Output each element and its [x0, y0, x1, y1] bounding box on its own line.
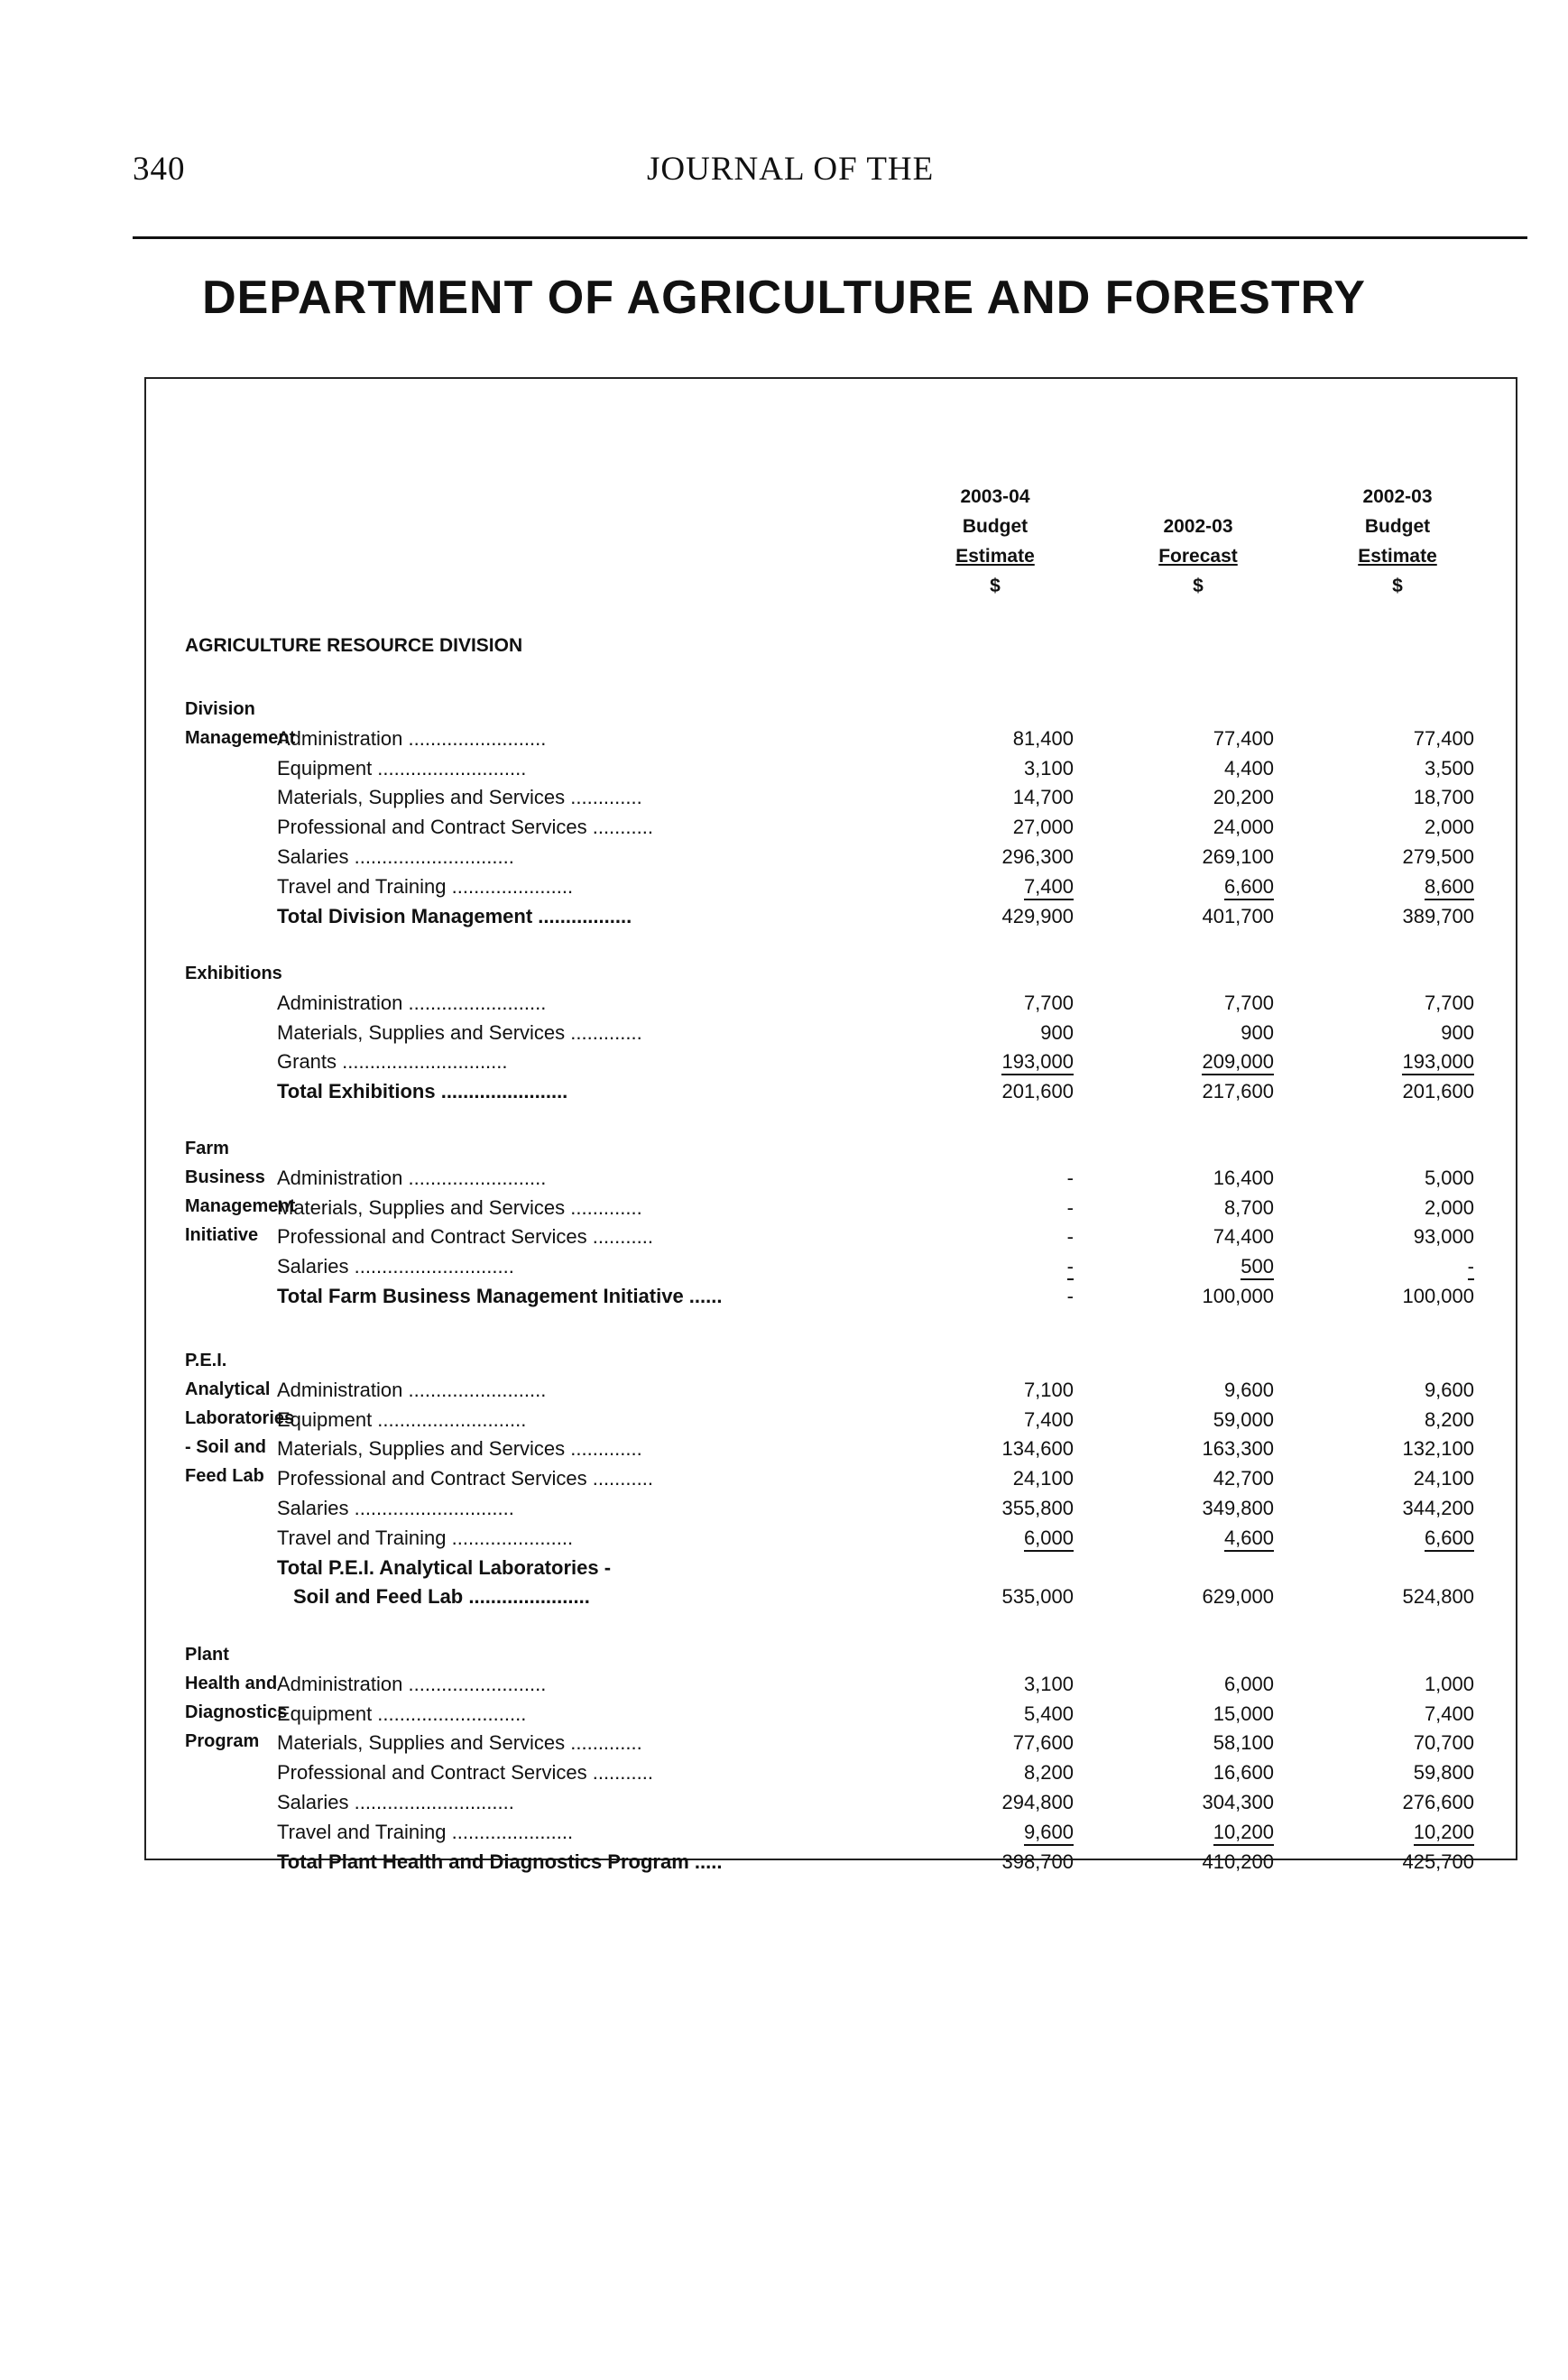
table-row	[0, 1818, 1568, 1847]
amount-cell	[1139, 902, 1274, 931]
total-label: Total Exhibitions .......................	[277, 1080, 568, 1103]
amount-value: 389,700	[1402, 904, 1474, 927]
total-row-continued	[0, 1582, 1568, 1611]
amount-value: 163,300	[1202, 1437, 1274, 1461]
amount-value: 6,000	[1223, 1672, 1274, 1695]
row-label: Materials, Supplies and Services .............	[277, 1437, 642, 1461]
section-title: Plant Health and Diagnostics Program	[185, 1645, 288, 1751]
table-row	[0, 1729, 1568, 1757]
amount-value: 3,100	[1023, 756, 1074, 779]
amount-cell	[938, 783, 1074, 812]
row-label: Materials, Supplies and Services .............	[277, 1195, 642, 1219]
column-header-unit: $	[1392, 576, 1403, 596]
amount-cell	[1139, 843, 1274, 872]
table-row	[0, 724, 1568, 753]
amount-cell	[1339, 902, 1474, 931]
amount-cell	[1139, 1077, 1274, 1106]
amount-value: 93,000	[1413, 1225, 1474, 1249]
header-rule	[133, 236, 1527, 239]
table-row	[0, 989, 1568, 1018]
amount-value: 294,800	[1001, 1791, 1074, 1813]
amount-cell	[1139, 1406, 1274, 1434]
amount-value: 355,800	[1001, 1497, 1074, 1519]
amount-value: -	[1067, 1255, 1074, 1280]
amount-value: 134,600	[1001, 1437, 1074, 1461]
amount-cell	[938, 1524, 1074, 1553]
column-header-line: Budget	[962, 516, 1028, 537]
amount-cell	[938, 989, 1074, 1018]
row-label: Salaries .............................	[277, 1497, 514, 1519]
amount-value: 7,400	[1424, 1702, 1474, 1725]
total-label: Total P.E.I. Analytical Laboratories -	[277, 1555, 612, 1579]
table-row	[0, 783, 1568, 812]
column-header-line: Estimate	[955, 546, 1035, 567]
amount-value: 4,600	[1224, 1527, 1274, 1552]
amount-cell	[1339, 1376, 1474, 1405]
table-row	[0, 1376, 1568, 1405]
amount-cell	[1339, 1194, 1474, 1222]
amount-value: 100,000	[1402, 1285, 1474, 1307]
amount-value: 14,700	[1012, 786, 1074, 809]
amount-value: 8,200	[1023, 1761, 1074, 1785]
total-label: Total Division Management .................	[277, 904, 632, 927]
amount-cell	[1139, 1164, 1274, 1193]
amount-value: 209,000	[1202, 1050, 1274, 1075]
amount-cell	[938, 1406, 1074, 1434]
amount-cell	[1139, 872, 1274, 901]
row-label: Materials, Supplies and Services .............	[277, 786, 642, 809]
amount-value: 276,600	[1402, 1791, 1474, 1813]
amount-cell	[1139, 1582, 1274, 1611]
amount-cell	[1139, 724, 1274, 753]
amount-value: 24,100	[1413, 1467, 1474, 1490]
amount-cell	[1339, 1582, 1474, 1611]
amount-value: 7,700	[1223, 991, 1274, 1014]
amount-cell	[938, 1047, 1074, 1076]
table-row	[0, 754, 1568, 783]
row-label: Equipment ...........................	[277, 1702, 527, 1725]
column-header-2002-03-budget-estimate	[1312, 482, 1483, 601]
amount-value: 7,100	[1023, 1378, 1074, 1401]
column-header-line: Forecast	[1158, 546, 1238, 567]
amount-cell	[1139, 1670, 1274, 1699]
amount-cell	[938, 1729, 1074, 1757]
document-title: DEPARTMENT OF AGRICULTURE AND FORESTRY	[202, 272, 1366, 324]
amount-cell	[938, 1194, 1074, 1222]
amount-cell	[1139, 1758, 1274, 1787]
table-row	[0, 1670, 1568, 1699]
amount-cell	[1139, 1788, 1274, 1817]
row-label: Professional and Contract Services ...........	[277, 1761, 653, 1785]
amount-value: 201,600	[1402, 1080, 1474, 1103]
amount-cell	[1139, 783, 1274, 812]
amount-value: 10,200	[1414, 1821, 1474, 1846]
amount-value: 304,300	[1202, 1791, 1274, 1813]
amount-value: 16,600	[1213, 1761, 1274, 1785]
amount-cell	[938, 902, 1074, 931]
amount-cell	[1139, 1376, 1274, 1405]
row-label: Professional and Contract Services ...........	[277, 816, 653, 839]
amount-cell	[938, 872, 1074, 901]
total-row	[0, 902, 1568, 931]
amount-value: 24,100	[1012, 1467, 1074, 1490]
amount-cell	[938, 724, 1074, 753]
amount-cell	[938, 1700, 1074, 1729]
amount-cell	[938, 754, 1074, 783]
row-label: Salaries .............................	[277, 1255, 514, 1278]
table-row	[0, 1464, 1568, 1493]
amount-value: 7,400	[1024, 875, 1074, 900]
amount-cell	[938, 1376, 1074, 1405]
amount-value: 401,700	[1202, 904, 1274, 927]
table-row	[0, 1406, 1568, 1434]
amount-value: 9,600	[1223, 1378, 1274, 1401]
amount-value: 16,400	[1213, 1166, 1274, 1189]
amount-value: 2,000	[1424, 816, 1474, 839]
amount-cell	[1339, 1434, 1474, 1463]
amount-value: -	[1066, 1166, 1074, 1189]
amount-cell	[1339, 783, 1474, 812]
amount-value: 59,800	[1413, 1761, 1474, 1785]
amount-cell	[1339, 1524, 1474, 1553]
amount-value: 6,600	[1224, 875, 1274, 900]
amount-cell	[938, 1464, 1074, 1493]
amount-value: 900	[1040, 1020, 1074, 1044]
amount-cell	[1139, 1252, 1274, 1281]
row-label: Administration .........................	[277, 1378, 547, 1401]
amount-value: 8,600	[1425, 875, 1474, 900]
column-header-line	[1112, 482, 1284, 512]
amount-cell	[1139, 1848, 1274, 1877]
amount-value: 296,300	[1001, 845, 1074, 868]
table-row	[0, 1164, 1568, 1193]
column-header-2003-04-budget-estimate	[909, 482, 1081, 601]
row-label: Materials, Supplies and Services .............	[277, 1731, 642, 1755]
amount-value: 5,000	[1424, 1166, 1474, 1189]
row-label: Salaries .............................	[277, 1791, 514, 1813]
amount-cell	[1339, 1077, 1474, 1106]
amount-cell	[1139, 1700, 1274, 1729]
amount-value: 7,400	[1023, 1407, 1074, 1431]
amount-cell	[1339, 1222, 1474, 1251]
row-label: Administration .........................	[277, 1672, 547, 1695]
row-label: Equipment ...........................	[277, 756, 527, 779]
amount-value: 77,600	[1012, 1731, 1074, 1755]
table-row	[0, 1758, 1568, 1787]
section-title: Exhibitions	[185, 964, 282, 983]
total-row	[0, 1077, 1568, 1106]
amount-cell	[1339, 1494, 1474, 1523]
amount-cell	[938, 1670, 1074, 1699]
amount-value: 193,000	[1402, 1050, 1474, 1075]
amount-cell	[1139, 1464, 1274, 1493]
table-row	[0, 1047, 1568, 1076]
amount-value: 7,700	[1023, 991, 1074, 1014]
column-header-line: 2002-03	[1362, 486, 1433, 507]
column-header-line: Budget	[1364, 516, 1431, 537]
total-label: Total Plant Health and Diagnostics Program .....	[277, 1850, 723, 1873]
amount-value: 77,400	[1413, 726, 1474, 750]
amount-value: -	[1066, 1225, 1074, 1249]
column-header-line: Estimate	[1358, 546, 1437, 567]
row-label: Administration .........................	[277, 726, 547, 750]
amount-cell	[938, 1788, 1074, 1817]
amount-cell	[1339, 1047, 1474, 1076]
amount-cell	[1139, 1047, 1274, 1076]
amount-cell	[1339, 1164, 1474, 1193]
amount-value: 18,700	[1413, 786, 1474, 809]
row-label: Grants ..............................	[277, 1050, 508, 1074]
amount-cell	[1139, 1494, 1274, 1523]
table-row	[0, 1222, 1568, 1251]
column-header-unit: $	[1193, 576, 1204, 596]
amount-value: 8,700	[1223, 1195, 1274, 1219]
amount-value: 9,600	[1024, 1821, 1074, 1846]
row-label: Travel and Training ......................	[277, 1820, 574, 1843]
division-title: AGRICULTURE RESOURCE DIVISION	[185, 635, 523, 656]
total-row	[0, 1282, 1568, 1311]
amount-value: 20,200	[1213, 786, 1274, 809]
amount-value: 201,600	[1001, 1080, 1074, 1103]
amount-cell	[938, 1282, 1074, 1311]
amount-value: 24,000	[1213, 816, 1274, 839]
amount-value: 524,800	[1402, 1585, 1474, 1609]
row-label: Materials, Supplies and Services .............	[277, 1020, 642, 1044]
amount-value: 100,000	[1202, 1285, 1274, 1307]
amount-cell	[938, 1758, 1074, 1787]
row-label: Administration .........................	[277, 1166, 547, 1189]
amount-value: 6,000	[1024, 1527, 1074, 1552]
amount-value: 4,400	[1223, 756, 1274, 779]
amount-cell	[1339, 1700, 1474, 1729]
amount-value: 132,100	[1402, 1437, 1474, 1461]
total-label: Total Farm Business Management Initiative ......	[277, 1285, 723, 1307]
amount-value: 3,100	[1023, 1672, 1074, 1695]
amount-value: 2,000	[1424, 1195, 1474, 1219]
amount-value: -	[1066, 1285, 1074, 1307]
table-row	[0, 1252, 1568, 1281]
amount-cell	[1139, 1282, 1274, 1311]
amount-cell	[1139, 813, 1274, 842]
amount-value: 58,100	[1213, 1731, 1274, 1755]
table-row	[0, 1524, 1568, 1553]
table-row	[0, 1434, 1568, 1463]
amount-cell	[1339, 754, 1474, 783]
column-header-unit: $	[990, 576, 1001, 596]
amount-cell	[1339, 1729, 1474, 1757]
amount-value: 27,000	[1012, 816, 1074, 839]
amount-value: -	[1468, 1255, 1474, 1280]
amount-cell	[1339, 1282, 1474, 1311]
amount-cell	[938, 843, 1074, 872]
amount-value: 10,200	[1213, 1821, 1274, 1846]
column-header-line: 2003-04	[960, 486, 1030, 507]
amount-value: 7,700	[1424, 991, 1474, 1014]
amount-cell	[1339, 1406, 1474, 1434]
amount-value: 74,400	[1213, 1225, 1274, 1249]
section-title: Farm Business Management Initiative	[185, 1139, 296, 1245]
amount-cell	[1139, 1729, 1274, 1757]
amount-value: 900	[1441, 1020, 1474, 1044]
amount-value: 425,700	[1402, 1850, 1474, 1873]
total-label-continued: Soil and Feed Lab ......................	[293, 1585, 590, 1609]
amount-cell	[1139, 1222, 1274, 1251]
amount-cell	[938, 1077, 1074, 1106]
amount-cell	[1339, 1019, 1474, 1047]
amount-cell	[1339, 1758, 1474, 1787]
table-row	[0, 1700, 1568, 1729]
amount-value: 70,700	[1413, 1731, 1474, 1755]
amount-cell	[1339, 989, 1474, 1018]
table-row	[0, 813, 1568, 842]
row-label: Professional and Contract Services ...........	[277, 1225, 653, 1249]
amount-cell	[1139, 1019, 1274, 1047]
amount-cell	[1339, 1788, 1474, 1817]
table-row	[0, 843, 1568, 872]
amount-value: 15,000	[1213, 1702, 1274, 1725]
amount-value: 344,200	[1402, 1497, 1474, 1519]
amount-value: 193,000	[1001, 1050, 1074, 1075]
amount-value: 77,400	[1213, 726, 1274, 750]
amount-value: 5,400	[1023, 1702, 1074, 1725]
amount-value: 8,200	[1424, 1407, 1474, 1431]
table-row	[0, 1788, 1568, 1817]
amount-value: 429,900	[1001, 904, 1074, 927]
amount-cell	[938, 1848, 1074, 1877]
amount-cell	[1139, 1434, 1274, 1463]
amount-value: 398,700	[1001, 1850, 1074, 1873]
amount-value: 42,700	[1213, 1467, 1274, 1490]
amount-value: 6,600	[1425, 1527, 1474, 1552]
amount-value: 410,200	[1202, 1850, 1274, 1873]
amount-cell	[938, 1434, 1074, 1463]
table-row	[0, 1494, 1568, 1523]
row-label: Equipment ...........................	[277, 1407, 527, 1431]
row-label: Travel and Training ......................	[277, 1526, 574, 1549]
amount-value: 9,600	[1424, 1378, 1474, 1401]
table-row	[0, 1194, 1568, 1222]
amount-value: 535,000	[1001, 1585, 1074, 1609]
amount-value: 629,000	[1202, 1585, 1274, 1609]
row-label: Travel and Training ......................	[277, 874, 574, 898]
column-header-line: 2002-03	[1163, 516, 1233, 537]
amount-cell	[1339, 843, 1474, 872]
amount-value: 500	[1241, 1255, 1274, 1280]
amount-cell	[938, 1494, 1074, 1523]
row-label: Salaries .............................	[277, 845, 514, 868]
amount-value: 269,100	[1202, 845, 1274, 868]
total-row	[0, 1848, 1568, 1877]
running-title: JOURNAL OF THE	[647, 151, 935, 188]
amount-cell	[938, 1818, 1074, 1847]
amount-value: 59,000	[1213, 1407, 1274, 1431]
table-row	[0, 1019, 1568, 1047]
amount-cell	[1339, 1464, 1474, 1493]
amount-cell	[1139, 1818, 1274, 1847]
amount-cell	[1339, 1252, 1474, 1281]
amount-value: 217,600	[1202, 1080, 1274, 1103]
section-title: Division Management	[185, 699, 296, 748]
amount-cell	[1139, 989, 1274, 1018]
amount-cell	[1339, 872, 1474, 901]
amount-cell	[1339, 813, 1474, 842]
total-row	[0, 1554, 1568, 1582]
amount-cell	[938, 813, 1074, 842]
amount-value: 900	[1241, 1020, 1274, 1044]
amount-value: 349,800	[1202, 1497, 1274, 1519]
amount-cell	[1339, 1670, 1474, 1699]
amount-value: -	[1066, 1195, 1074, 1219]
table-row	[0, 872, 1568, 901]
amount-cell	[1339, 1818, 1474, 1847]
amount-value: 81,400	[1012, 726, 1074, 750]
amount-cell	[938, 1019, 1074, 1047]
amount-value: 279,500	[1402, 845, 1474, 868]
column-header-2002-03-forecast	[1112, 482, 1284, 601]
section-title: P.E.I. Analytical Laboratories - Soil and Feed Lab	[185, 1351, 295, 1486]
amount-cell	[938, 1222, 1074, 1251]
page-number: 340	[133, 151, 186, 188]
amount-value: 3,500	[1424, 756, 1474, 779]
amount-cell	[1139, 1524, 1274, 1553]
amount-cell	[1139, 1194, 1274, 1222]
row-label: Administration .........................	[277, 991, 547, 1014]
amount-cell	[1139, 754, 1274, 783]
row-label: Professional and Contract Services ...........	[277, 1467, 653, 1490]
amount-value: 1,000	[1424, 1672, 1474, 1695]
amount-cell	[938, 1582, 1074, 1611]
amount-cell	[1339, 1848, 1474, 1877]
running-header	[133, 150, 1534, 189]
amount-cell	[938, 1164, 1074, 1193]
amount-cell	[938, 1252, 1074, 1281]
amount-cell	[1339, 724, 1474, 753]
